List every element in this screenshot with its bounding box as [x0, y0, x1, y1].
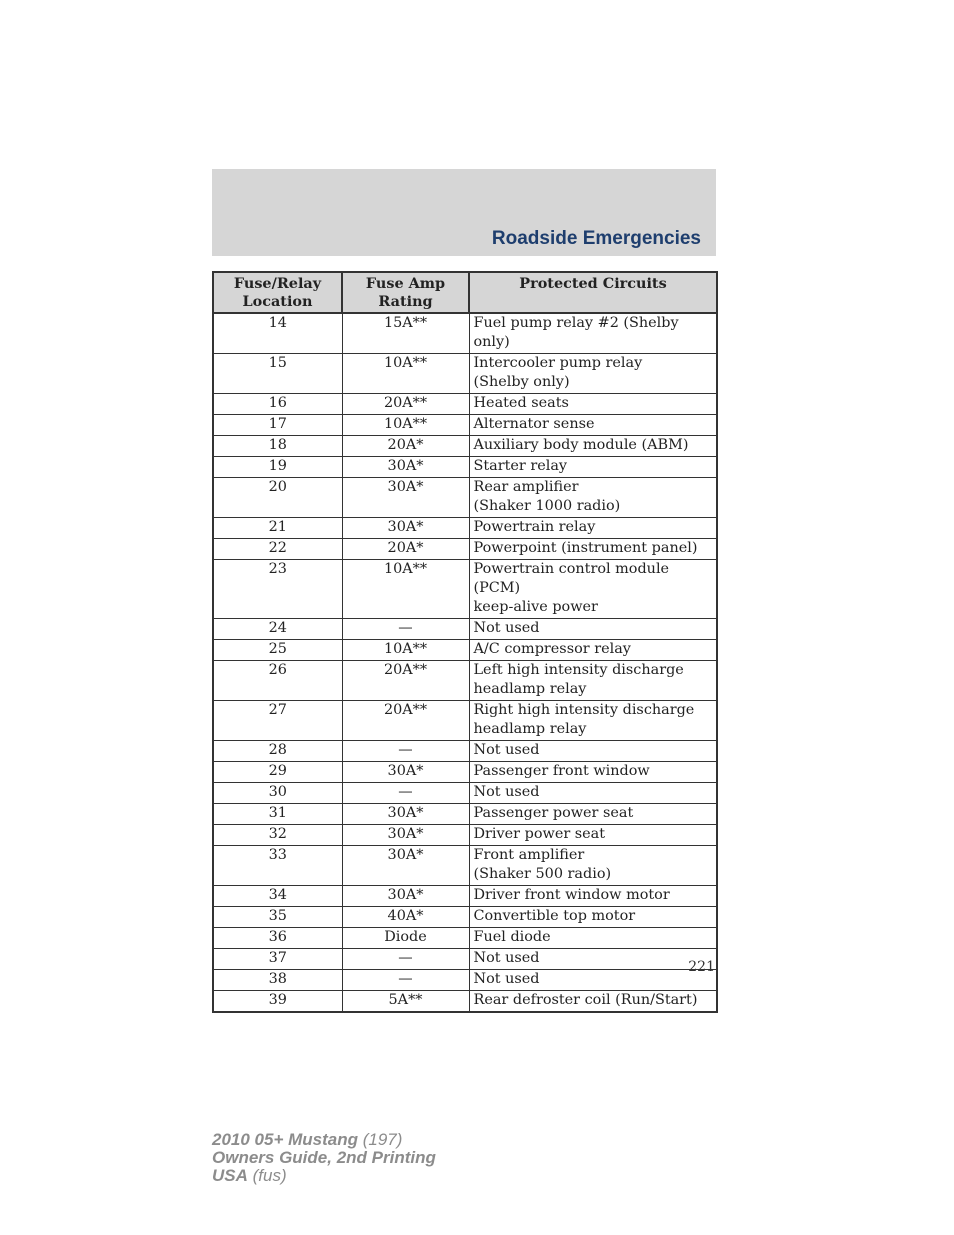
- protected-circuit-cell: [469, 907, 717, 928]
- column-header-line: Fuse Amp: [365, 275, 446, 292]
- fuse-rating-cell: 30A*: [342, 762, 469, 783]
- column-header-rating: [342, 272, 469, 313]
- fuse-rating-cell: 20A**: [342, 394, 469, 415]
- circuit-text-line: Driver front window motor: [473, 887, 670, 903]
- table-row: [213, 539, 717, 560]
- table-row: [213, 619, 717, 640]
- circuit-text-line: Starter relay: [473, 458, 568, 474]
- fuse-rating-cell: —: [342, 741, 469, 762]
- table-row: [213, 949, 717, 970]
- section-header-band: [212, 169, 716, 256]
- protected-circuit-cell: [469, 661, 717, 701]
- protected-circuit-cell: [469, 518, 717, 539]
- fuse-location-cell: 18: [213, 436, 342, 457]
- table-body: [213, 313, 717, 1012]
- circuit-text-line: Powerpoint (instrument panel): [473, 540, 698, 556]
- protected-circuit-cell: [469, 436, 717, 457]
- column-header-line: Rating: [378, 293, 433, 310]
- fuse-rating-cell: —: [342, 949, 469, 970]
- circuit-text-line: Not used: [473, 784, 540, 800]
- table-row: [213, 661, 717, 701]
- circuit-text-line: Auxiliary body module (ABM): [473, 437, 689, 453]
- circuit-text-line: Rear amplifier: [473, 479, 579, 495]
- fuse-location-cell: 25: [213, 640, 342, 661]
- protected-circuit-cell: [469, 804, 717, 825]
- circuit-text-line: Powertrain relay: [473, 519, 596, 535]
- fuse-location-cell: 15: [213, 354, 342, 394]
- circuit-text-line: Right high intensity discharge: [473, 702, 695, 718]
- circuit-text-line: (Shelby only): [473, 374, 570, 390]
- fuse-location-cell: 17: [213, 415, 342, 436]
- footer-market-code: (fus): [252, 1166, 287, 1185]
- fuse-rating-cell: 20A*: [342, 436, 469, 457]
- footer-line-3: [212, 1167, 436, 1185]
- table-row: [213, 825, 717, 846]
- fuse-location-cell: 29: [213, 762, 342, 783]
- fuse-location-cell: 30: [213, 783, 342, 804]
- footer-printing: Owners Guide, 2nd Printing: [212, 1148, 436, 1167]
- circuit-text-line: Heated seats: [473, 395, 569, 411]
- circuit-text-line: Intercooler pump relay: [473, 355, 643, 371]
- circuit-text-line: Not used: [473, 742, 540, 758]
- circuit-text-line: Not used: [473, 971, 540, 987]
- fuse-rating-cell: Diode: [342, 928, 469, 949]
- table-row: [213, 741, 717, 762]
- table-row: [213, 518, 717, 539]
- circuit-text-line: Fuel pump relay #2 (Shelby only): [473, 315, 679, 350]
- fuse-location-cell: 22: [213, 539, 342, 560]
- protected-circuit-cell: [469, 741, 717, 762]
- protected-circuit-cell: [469, 762, 717, 783]
- fuse-rating-cell: 10A**: [342, 560, 469, 619]
- circuit-text-line: headlamp relay: [473, 681, 587, 697]
- fuse-rating-cell: 10A**: [342, 415, 469, 436]
- table-row: [213, 560, 717, 619]
- footer-model-code: (197): [362, 1130, 403, 1149]
- table-row: [213, 354, 717, 394]
- circuit-text-line: Passenger power seat: [473, 805, 634, 821]
- protected-circuit-cell: [469, 886, 717, 907]
- protected-circuit-cell: [469, 415, 717, 436]
- table-row: [213, 394, 717, 415]
- column-header-line: Location: [242, 293, 313, 310]
- fuse-location-cell: 24: [213, 619, 342, 640]
- fuse-rating-cell: 20A*: [342, 539, 469, 560]
- footer-market: USA: [212, 1166, 248, 1185]
- table-row: [213, 640, 717, 661]
- fuse-location-cell: 20: [213, 478, 342, 518]
- protected-circuit-cell: [469, 783, 717, 804]
- protected-circuit-cell: [469, 619, 717, 640]
- protected-circuit-cell: [469, 560, 717, 619]
- fuse-location-cell: 23: [213, 560, 342, 619]
- fuse-rating-cell: 10A**: [342, 354, 469, 394]
- fuse-rating-cell: 30A*: [342, 457, 469, 478]
- fuse-location-cell: 14: [213, 313, 342, 354]
- table-row: [213, 928, 717, 949]
- table-row: [213, 886, 717, 907]
- fuse-location-cell: 19: [213, 457, 342, 478]
- protected-circuit-cell: [469, 701, 717, 741]
- table-header-row: [213, 272, 717, 313]
- fuse-rating-cell: 40A*: [342, 907, 469, 928]
- table-row: [213, 970, 717, 991]
- fuse-location-cell: 31: [213, 804, 342, 825]
- fuse-location-cell: 34: [213, 886, 342, 907]
- table-row: [213, 783, 717, 804]
- table-row: [213, 313, 717, 354]
- circuit-text-line: Left high intensity discharge: [473, 662, 684, 678]
- fuse-table: [212, 271, 718, 1013]
- table-row: [213, 907, 717, 928]
- fuse-rating-cell: 30A*: [342, 886, 469, 907]
- fuse-rating-cell: 30A*: [342, 478, 469, 518]
- fuse-rating-cell: 20A**: [342, 701, 469, 741]
- fuse-location-cell: 33: [213, 846, 342, 886]
- fuse-rating-cell: —: [342, 619, 469, 640]
- circuit-text-line: Not used: [473, 950, 540, 966]
- protected-circuit-cell: [469, 539, 717, 560]
- fuse-location-cell: 36: [213, 928, 342, 949]
- fuse-location-cell: 21: [213, 518, 342, 539]
- fuse-location-cell: 35: [213, 907, 342, 928]
- circuit-text-line: Powertrain control module (PCM): [473, 561, 670, 596]
- fuse-location-cell: 16: [213, 394, 342, 415]
- table-row: [213, 804, 717, 825]
- protected-circuit-cell: [469, 970, 717, 991]
- fuse-location-cell: 26: [213, 661, 342, 701]
- circuit-text-line: (Shaker 500 radio): [473, 866, 612, 882]
- fuse-location-cell: 37: [213, 949, 342, 970]
- protected-circuit-cell: [469, 928, 717, 949]
- protected-circuit-cell: [469, 949, 717, 970]
- protected-circuit-cell: [469, 846, 717, 886]
- fuse-rating-cell: 20A**: [342, 661, 469, 701]
- column-header-line: Protected Circuits: [519, 275, 667, 292]
- circuit-text-line: Passenger front window: [473, 763, 650, 779]
- fuse-rating-cell: 30A*: [342, 846, 469, 886]
- fuse-rating-cell: 10A**: [342, 640, 469, 661]
- table-row: [213, 478, 717, 518]
- footer-line-1: [212, 1131, 436, 1149]
- fuse-rating-cell: 30A*: [342, 804, 469, 825]
- table-row: [213, 701, 717, 741]
- table-row: [213, 436, 717, 457]
- circuit-text-line: Not used: [473, 620, 540, 636]
- table-row: [213, 457, 717, 478]
- protected-circuit-cell: [469, 354, 717, 394]
- circuit-text-line: Alternator sense: [473, 416, 595, 432]
- fuse-location-cell: 39: [213, 991, 342, 1013]
- fuse-rating-cell: 5A**: [342, 991, 469, 1013]
- fuse-rating-cell: 15A**: [342, 313, 469, 354]
- fuse-rating-cell: —: [342, 783, 469, 804]
- circuit-text-line: headlamp relay: [473, 721, 587, 737]
- footer-line-2: [212, 1149, 436, 1167]
- fuse-rating-cell: 30A*: [342, 518, 469, 539]
- circuit-text-line: keep-alive power: [473, 599, 598, 615]
- protected-circuit-cell: [469, 313, 717, 354]
- column-header-circuits: [469, 272, 717, 313]
- protected-circuit-cell: [469, 991, 717, 1013]
- fuse-location-cell: 38: [213, 970, 342, 991]
- page-number: 221: [688, 959, 715, 975]
- footer-model: 2010 05+ Mustang: [212, 1130, 358, 1149]
- circuit-text-line: Fuel diode: [473, 929, 551, 945]
- circuit-text-line: Front amplifier: [473, 847, 585, 863]
- section-title: Roadside Emergencies: [491, 228, 701, 249]
- circuit-text-line: (Shaker 1000 radio): [473, 498, 621, 514]
- table-row: [213, 762, 717, 783]
- protected-circuit-cell: [469, 394, 717, 415]
- table-row: [213, 991, 717, 1013]
- circuit-text-line: Rear defroster coil (Run/Start): [473, 992, 698, 1008]
- circuit-text-line: A/C compressor relay: [473, 641, 631, 657]
- fuse-location-cell: 27: [213, 701, 342, 741]
- fuse-location-cell: 32: [213, 825, 342, 846]
- fuse-rating-cell: —: [342, 970, 469, 991]
- circuit-text-line: Convertible top motor: [473, 908, 636, 924]
- fuse-rating-cell: 30A*: [342, 825, 469, 846]
- footer-imprint: [212, 1131, 436, 1185]
- protected-circuit-cell: [469, 825, 717, 846]
- protected-circuit-cell: [469, 457, 717, 478]
- fuse-location-cell: 28: [213, 741, 342, 762]
- protected-circuit-cell: [469, 478, 717, 518]
- column-header-location: [213, 272, 342, 313]
- column-header-line: Fuse/Relay: [233, 275, 322, 292]
- circuit-text-line: Driver power seat: [473, 826, 606, 842]
- protected-circuit-cell: [469, 640, 717, 661]
- table-row: [213, 415, 717, 436]
- table-row: [213, 846, 717, 886]
